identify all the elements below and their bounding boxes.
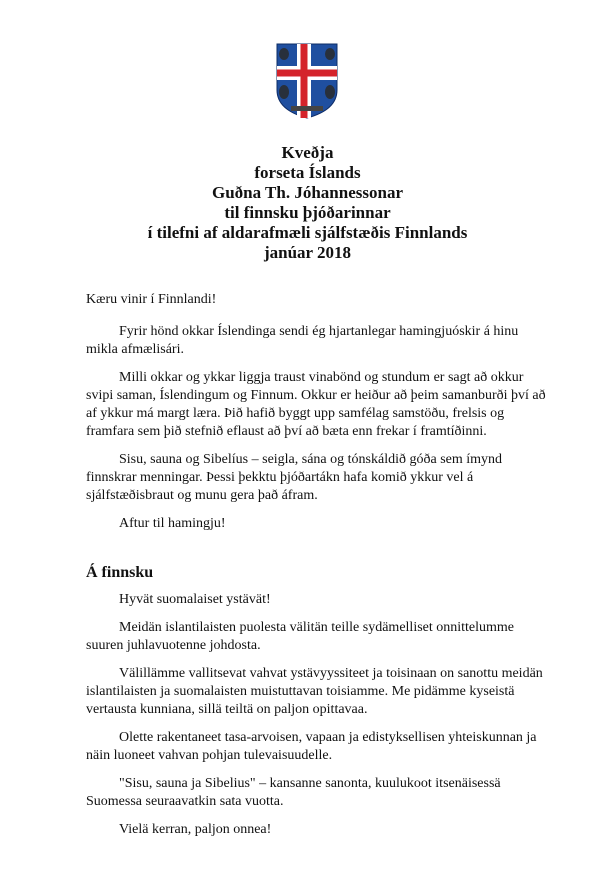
icelandic-greeting: Kæru vinir í Finnlandi! (86, 292, 217, 307)
heading-line-date: janúar 2018 (263, 243, 352, 262)
finnish-paragraph: Välillämme vallitsevat vahvat ystävyyssiteet ja toisinaan on sanottu meidän islantilaisten ja suomalaisten muistuttavan toisiamme. Me pidämme kyseistä vertausta kunniana, sillä teiltä on paljon opittavaa. (86, 666, 543, 717)
heading-line-greeting: Kveðja (281, 143, 334, 162)
finnish-greeting: Hyvät suomalaiset ystävät! (119, 592, 271, 607)
finnish-section-heading: Á finnsku (86, 564, 154, 581)
finnish-paragraph: Meidän islantilaisten puolesta välitän teille sydämelliset onnittelumme suuren juhlavuotenne johdosta. (86, 620, 515, 653)
coat-of-arms-icon (275, 40, 339, 120)
finnish-closing: Vielä kerran, paljon onnea! (119, 822, 272, 837)
icelandic-paragraph: Fyrir hönd okkar Íslendinga sendi ég hjartanlegar hamingjuóskir á hinu mikla afmælisári. (86, 324, 519, 357)
icelandic-closing: Aftur til hamingju! (119, 516, 226, 531)
letter-heading (60, 143, 555, 263)
finnish-paragraph: "Sisu, sauna ja Sibelius" – kansanne sanonta, kuulukoot itsenäisessä Suomessa seuraavatkin sata vuotta. (86, 776, 501, 809)
heading-line-recipient: til finnsku þjóðarinnar (224, 203, 391, 222)
heading-line-name: Guðna Th. Jóhannessonar (211, 183, 403, 202)
finnish-paragraph: Olette rakentaneet tasa-arvoisen, vapaan ja edistyksellisen yhteiskunnan ja näin luoneet vahvan pohjan tulevaisuudelle. (86, 730, 537, 763)
heading-line-occasion: í tilefni af aldarafmæli sjálfstæðis Finnlands (147, 223, 468, 242)
letter-body (86, 291, 546, 839)
icelandic-paragraph: Sisu, sauna og Sibelíus – seigla, sána og tónskáldið góða sem ímynd finnskrar menningar. Þessi þekktu þjóðartákn hafa komið ykkur vel á sjálfstæðisbraut og munu gera það áfram. (86, 452, 503, 503)
icelandic-paragraph: Milli okkar og ykkar liggja traust vinabönd og stundum er sagt að okkur svipi saman, Íslendingum og Finnum. Okkur er heiður að þeim samanburði því að af ykkur má margt læra. Þið hafið byggt upp samfélag samstöðu, frelsis og framfara sem þið stefnið eflaust að því að bæta enn frekar í framtíðinni. (86, 370, 546, 439)
heading-line-president: forseta Íslands (254, 163, 361, 182)
